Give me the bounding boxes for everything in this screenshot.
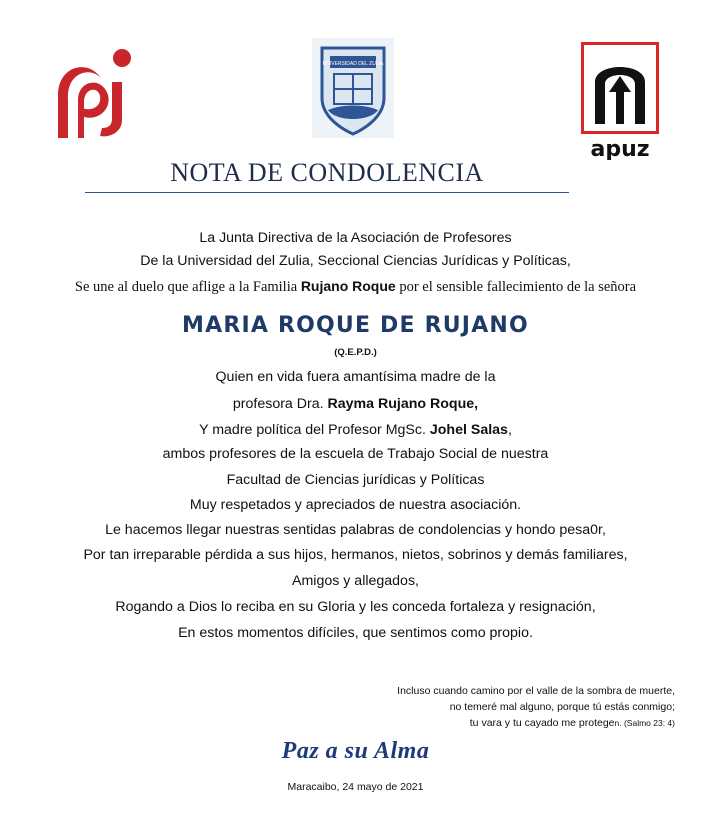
intro-line-1: La Junta Directiva de la Asociación de Profesores — [199, 230, 512, 246]
body-line-8: Por tan irreparable pérdida a sus hijos, hermanos, nietos, sobrinos y demás familiares, — [83, 547, 628, 563]
qepd-label: (Q.E.P.D.) — [334, 347, 377, 358]
body-line-2-pre: profesora Dra. — [232, 396, 328, 412]
intro-line-2: De la Universidad del Zulia, Seccional Ciencias Jurídicas y Políticas, — [140, 253, 571, 269]
body-line-9: Amigos y allegados, — [292, 573, 419, 589]
title-divider — [85, 192, 569, 193]
body-line-7: Le hacemos llegar nuestras sentidas palabras de condolencias y hondo pesa0r, — [105, 522, 606, 538]
verse-line-3 — [315, 717, 675, 729]
apuz-logo-text: apuz — [590, 137, 650, 160]
deceased-name: MARIA ROQUE DE RUJANO — [182, 313, 529, 338]
family-name: Rujano Roque — [300, 278, 396, 294]
shield-text: UNIVERSIDAD DEL ZULIA — [322, 61, 384, 67]
rpj-logo — [50, 40, 136, 140]
intro-line-3 — [0, 278, 711, 296]
apuz-logo — [581, 42, 659, 160]
intro-line-3-post: por el sensible fallecimiento de la señora — [395, 279, 637, 295]
body-line-4: ambos profesores de la escuela de Trabajo Social de nuestra — [162, 446, 549, 462]
body-line-11: En estos momentos difíciles, que sentimos como propio. — [178, 625, 533, 641]
body-line-3 — [0, 422, 711, 438]
verse-line-1: Incluso cuando camino por el valle de la sombra de muerte, — [397, 685, 675, 697]
verse-line-2: no temeré mal alguno, porque tú estás conmigo; — [449, 701, 675, 713]
intro-line-3-pre: Se une al duelo que aflige a la Familia — [74, 279, 301, 295]
body-line-1: Quien en vida fuera amantísima madre de la — [215, 369, 496, 385]
professor-name-rayma: Rayma Rujano Roque, — [327, 396, 479, 412]
date-line: Maracaibo, 24 mayo de 2021 — [287, 781, 424, 793]
body-line-2 — [0, 396, 711, 412]
body-line-3-post: , — [507, 422, 512, 438]
body-line-10: Rogando a Dios lo reciba en su Gloria y les conceda fortaleza y resignación, — [115, 599, 596, 615]
universidad-del-zulia-shield-logo — [312, 38, 394, 138]
page-title: NOTA DE CONDOLENCIA — [170, 158, 484, 187]
body-line-3-pre: Y madre política del Profesor MgSc. — [199, 422, 430, 438]
verse-line-3-main: tu vara y tu cayado me protege — [469, 717, 615, 729]
body-line-5: Facultad de Ciencias jurídicas y Políticas — [226, 472, 485, 488]
closing-phrase: Paz a su Alma — [281, 738, 430, 764]
body-line-6: Muy respetados y apreciados de nuestra asociación. — [189, 497, 522, 513]
professor-name-johel: Johel Salas — [429, 422, 508, 438]
verse-citation: n. (Salmo 23: 4) — [614, 718, 675, 728]
